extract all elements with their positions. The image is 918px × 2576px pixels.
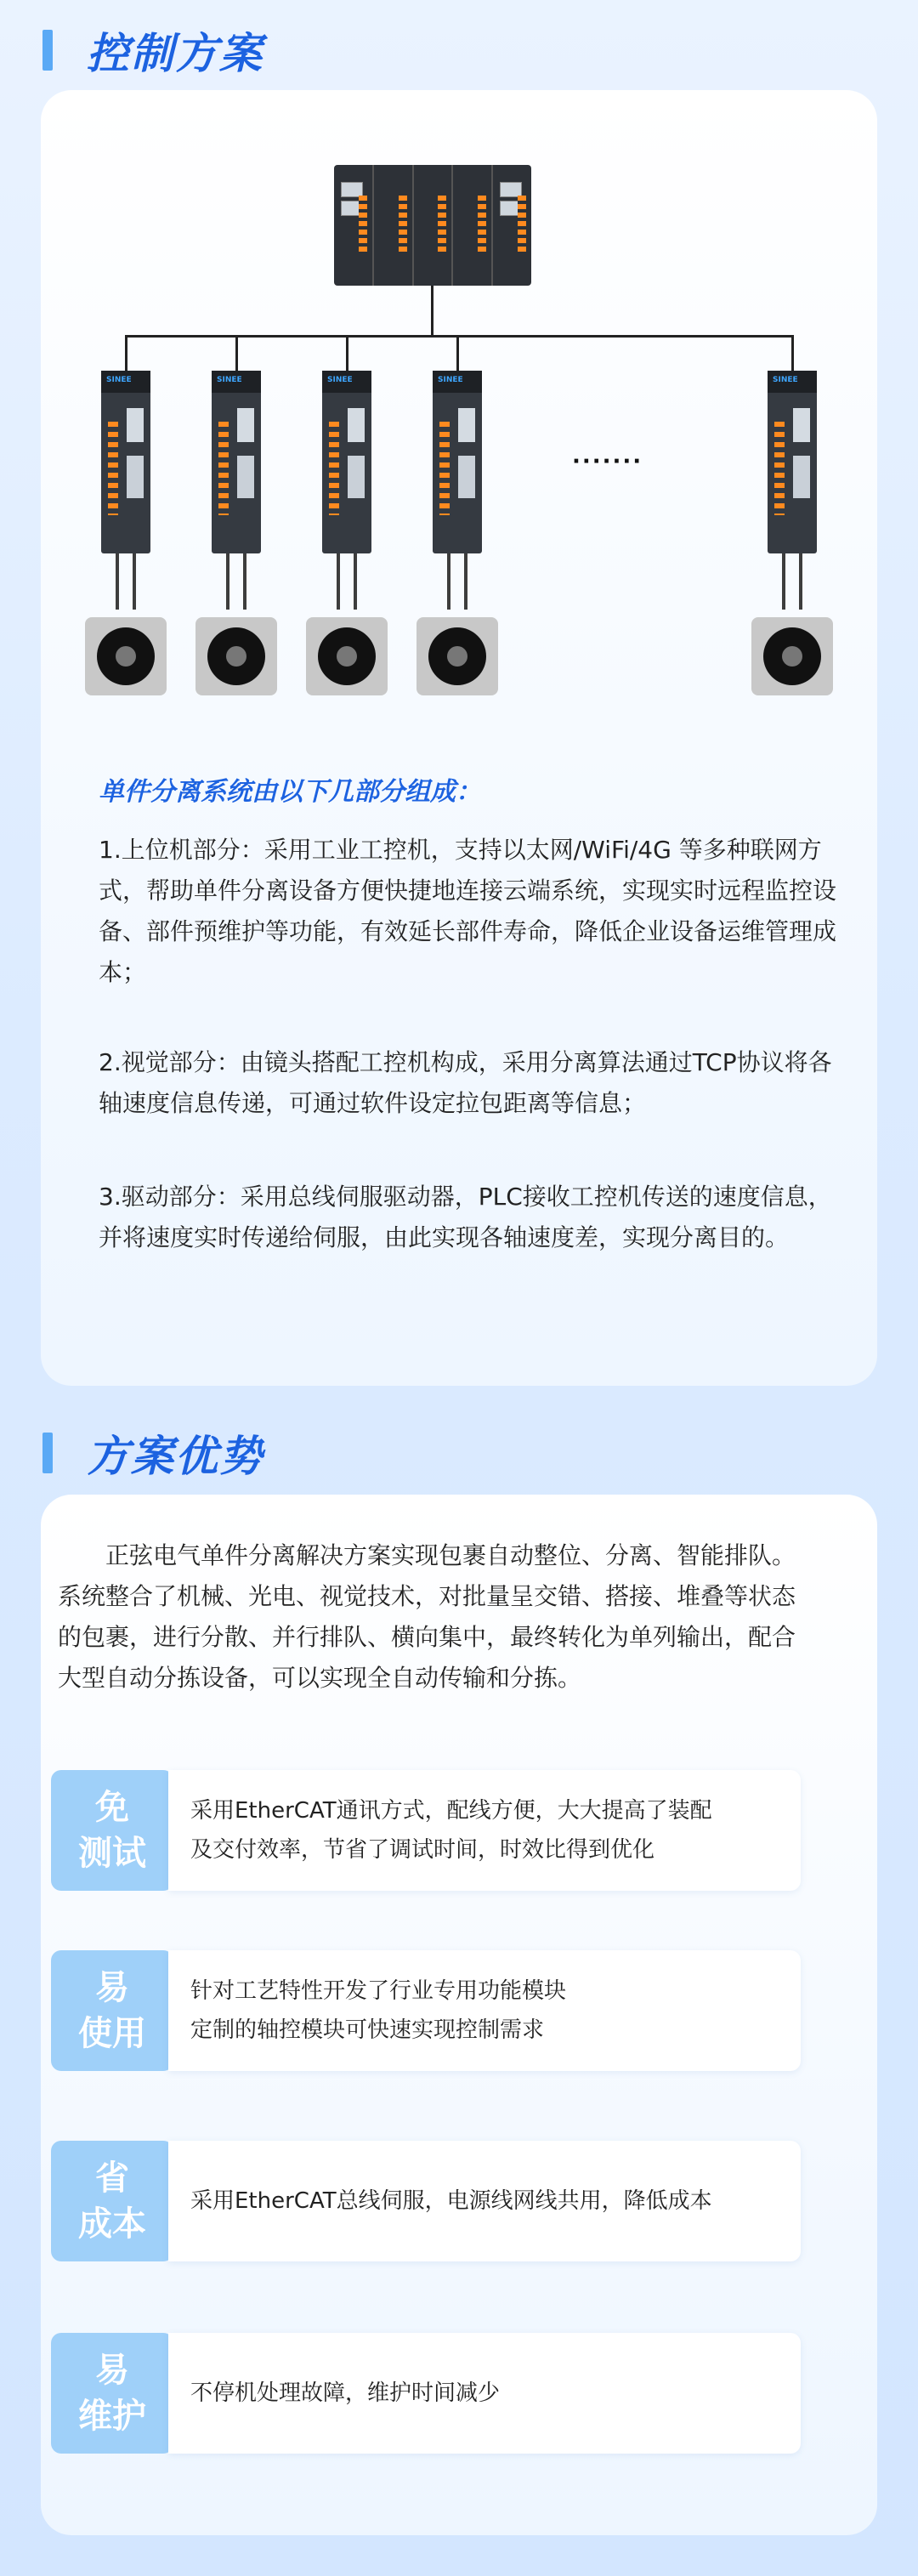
feature-description [168,2333,801,2454]
feature-text-line: 定制的轴控模块可快速实现控制需求 [190,2017,545,2043]
feature-tag [51,1770,173,1891]
feature-description [168,1770,801,1891]
servo-motor-image [751,609,833,694]
feature-description [168,1950,801,2071]
control-scheme-card [41,90,877,1386]
title-accent-bar [42,1433,53,1473]
servo-drive-image: SINEE [101,371,150,553]
section-title-advantages [42,1423,264,1483]
servo-drive-image: SINEE [212,371,261,553]
servo-drive-image: SINEE [322,371,371,553]
servo-motor-image [196,609,277,694]
feature-easy-use [51,1950,801,2071]
feature-text-line: 针对工艺特性开发了行业专用功能模块 [190,1978,567,2004]
servo-motor-image [85,609,167,694]
feature-text-line: 采用EtherCAT总线伺服，电源线网线共用，降低成本 [190,2188,712,2214]
section-title-text: 方案优势 [87,1432,264,1481]
composition-heading: 单件分离系统由以下几部分组成： [99,777,481,807]
feature-description [168,2141,801,2261]
feature-tag-line: 易 [95,2351,129,2390]
composition-item-drive: 3.驱动部分：采用总线伺服驱动器，PLC接收工控机传送的速度信息，并将速度实时传递给伺服，由此实现各轴速度差，实现分离目的。 [99,1183,832,1251]
servo-motor-image [416,609,498,694]
feature-save-cost [51,2141,801,2261]
title-accent-bar [42,30,53,71]
advantages-intro: 正弦电气单件分离解决方案实现包裹自动整位、分离、智能排队。系统整合了机械、光电、视觉技术，对批量呈交错、搭接、堆叠等状态的包裹，进行分散、并行排队、横向集中，最终转化为单列输出，配合大型自动分拣设备，可以实现全自动传输和分拣。 [58,1541,796,1692]
servo-drive-image: SINEE [433,371,482,553]
feature-easy-maintenance [51,2333,801,2454]
composition-item-host: 1.上位机部分：采用工业工控机，支持以太网/WiFi/4G 等多种联网方式，帮助单件分离设备方便快捷地连接云端系统，实现实时远程监控设备、部件预维护等功能，有效延长部件寿命，降低企业设备运维管理成本； [99,836,837,986]
feature-tag-line: 维护 [78,2397,146,2436]
section-title-text: 控制方案 [87,29,264,78]
composition-item-vision: 2.视觉部分：由镜头搭配工控机构成，采用分离算法通过TCP协议将各轴速度信息传递，可通过软件设定拉包距离等信息； [99,1048,832,1117]
system-diagram [41,90,877,719]
servo-drive-image: SINEE [768,371,817,553]
feature-tag-line: 测试 [78,1834,146,1873]
feature-tag-line: 使用 [78,2014,146,2053]
servo-motor-image [306,609,388,694]
feature-tag-line: 易 [95,1968,129,2007]
section-title-control [42,20,264,80]
feature-tag-line: 成本 [78,2204,146,2244]
feature-tag [51,2333,173,2454]
feature-text-line: 及交付效率，节省了调试时间，时效比得到优化 [190,1837,655,1863]
feature-no-testing [51,1770,801,1891]
feature-tag [51,2141,173,2261]
feature-tag [51,1950,173,2071]
feature-text-line: 不停机处理故障，维护时间减少 [190,2380,501,2406]
feature-tag-line: 省 [95,2159,129,2198]
feature-tag-line: 免 [95,1788,129,1827]
feature-text-line: 采用EtherCAT通讯方式，配线方便，大大提高了装配 [190,1798,712,1824]
ellipsis-indicator: ······· [572,449,643,474]
plc-controller-image [334,165,531,286]
